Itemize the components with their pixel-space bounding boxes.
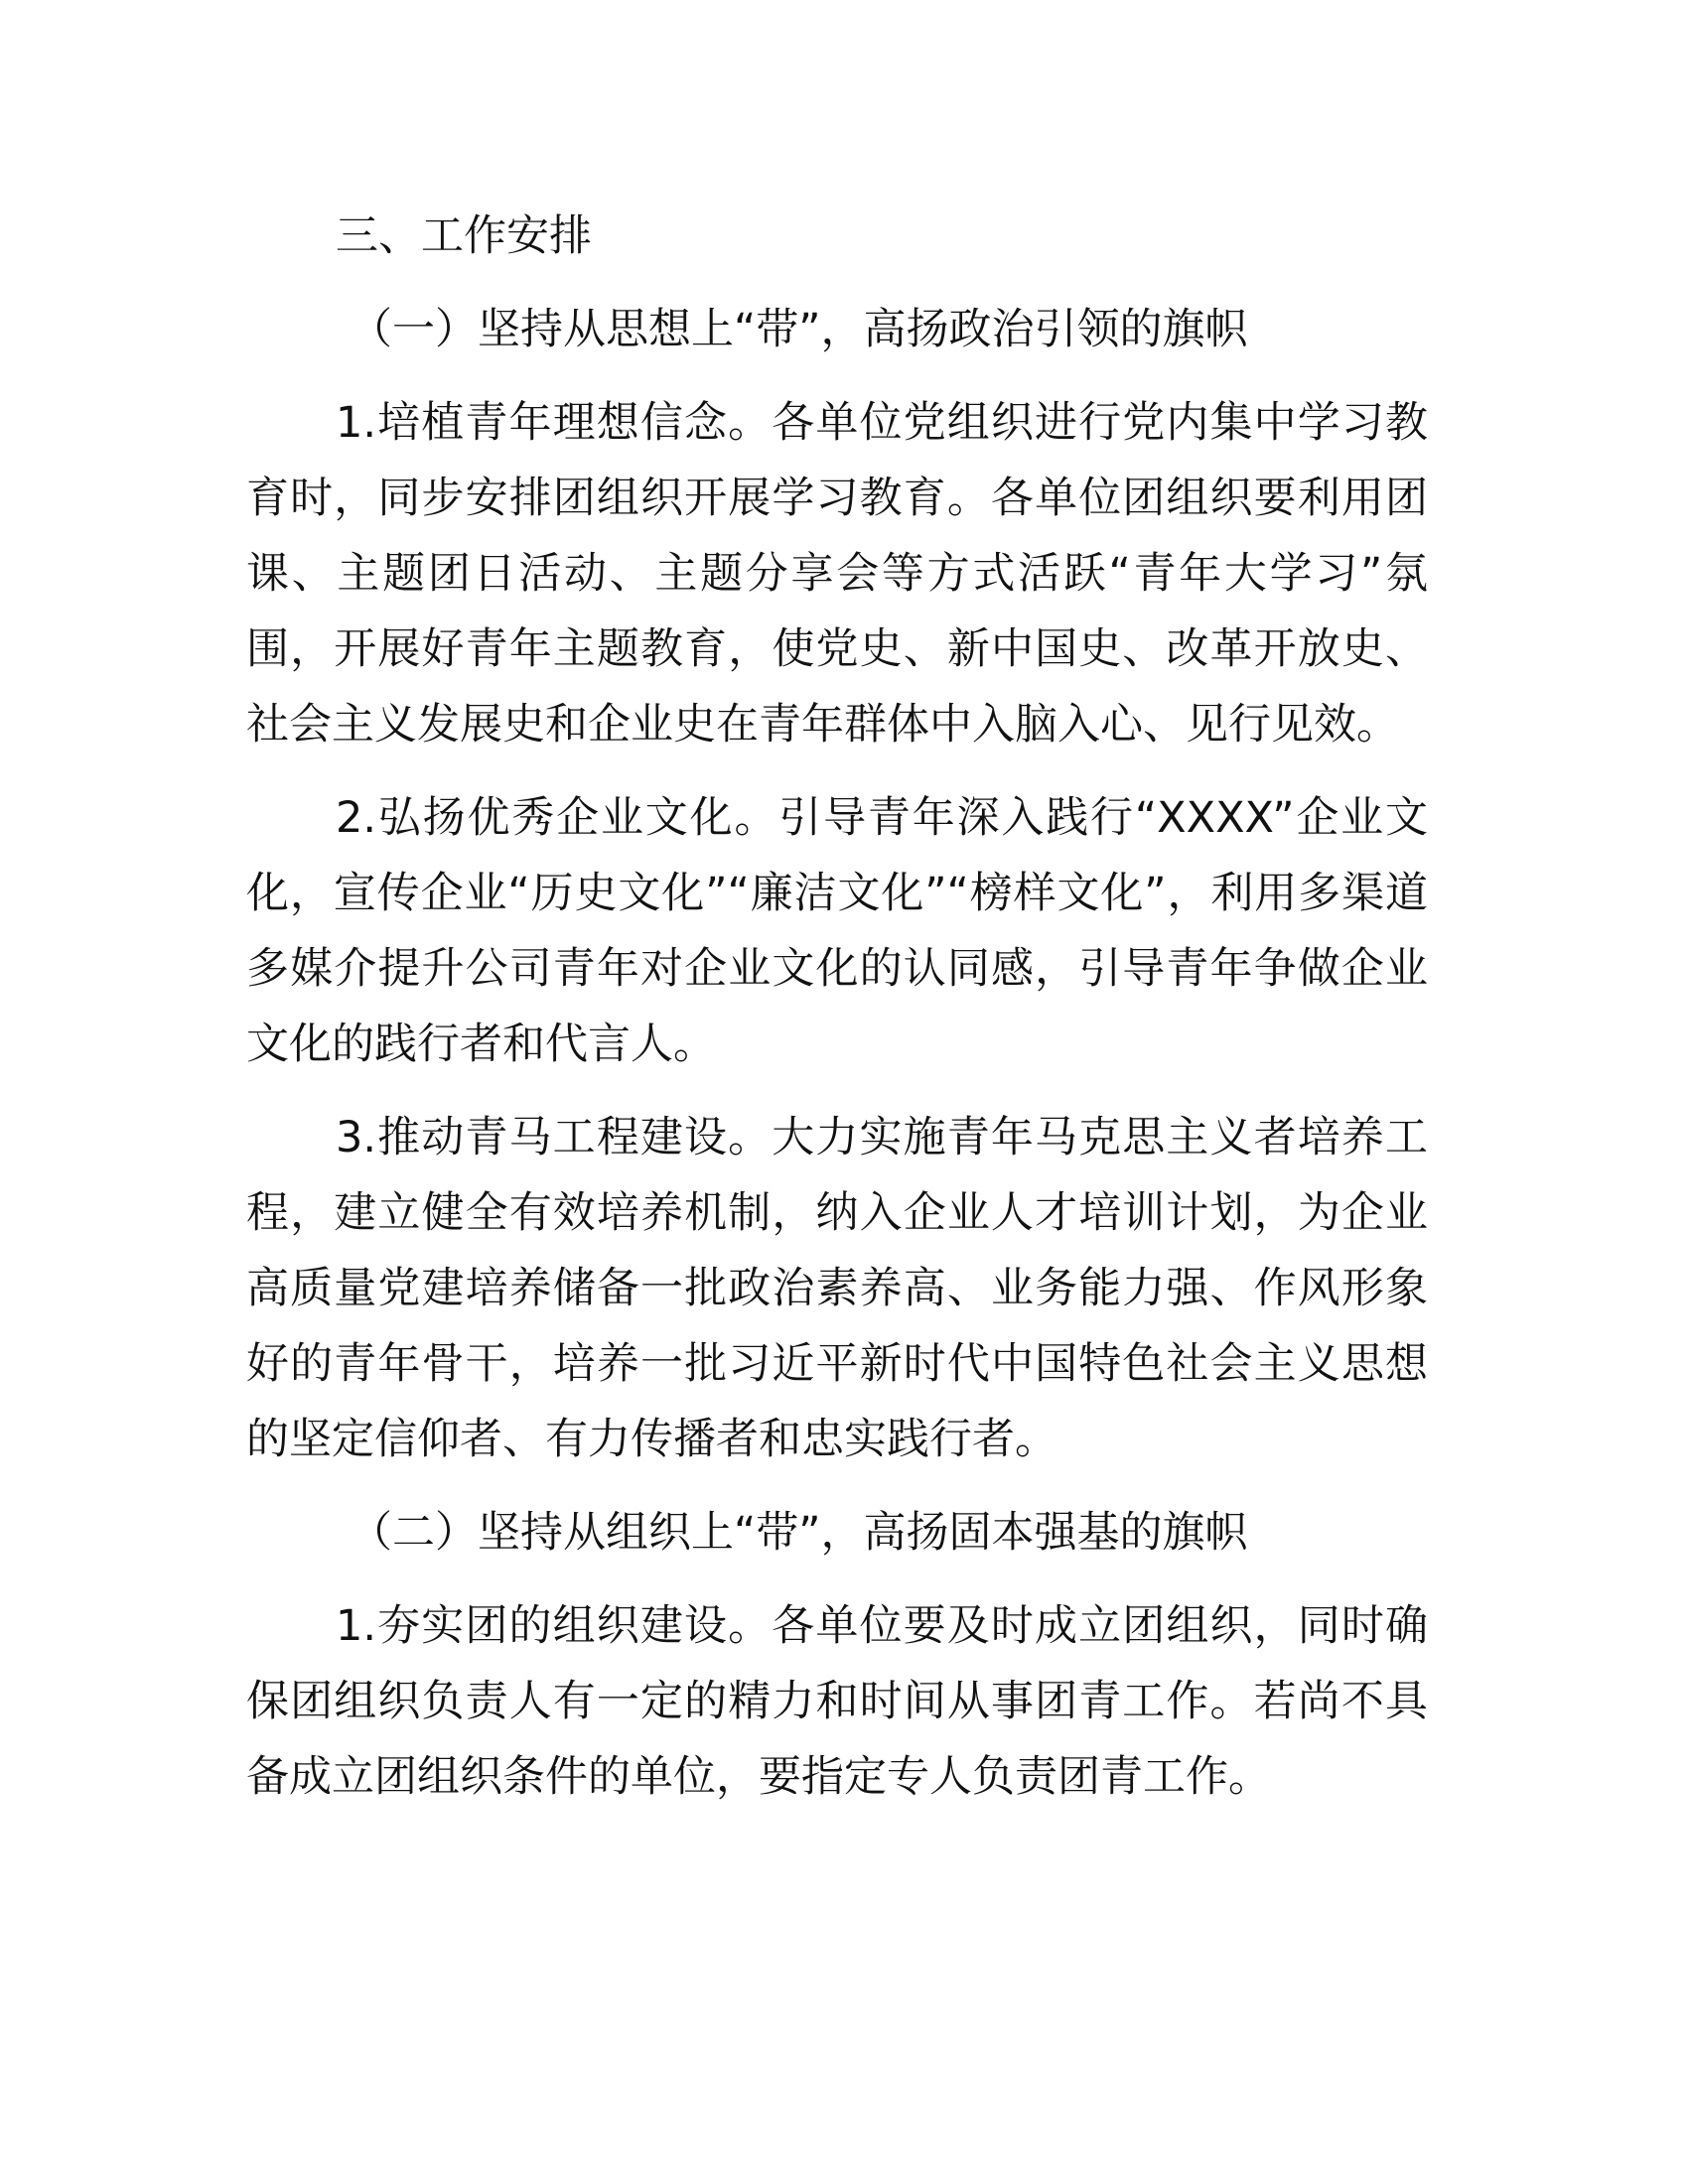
paragraph-1-3: 3.推动青马工程建设。大力实施青年马克思主义者培养工程，建立健全有效培养机制，纳入企业人才培训计划，为企业高质量党建培养储备一批政治素养高、业务能力强、作风形象好的青年骨干，培养一批习近平新时代中国特色社会主义思想的坚定信仰者、有力传播者和忠实践行者。: [246, 1113, 1428, 1464]
paragraph-2-1: 1.夯实团的组织建设。各单位要及时成立团组织，同时确保团组织负责人有一定的精力和时间从事团青工作。若尚不具备成立团组织条件的单位，要指定专人负责团青工作。: [246, 1601, 1428, 1802]
paragraph-1-2: 2.弘扬优秀企业文化。引导青年深入践行“XXXX”企业文化，宣传企业“历史文化”“廉洁文化”“榜样文化”，利用多渠道多媒介提升公司青年对企业文化的认同感，引导青年争做企业文化的践行者和代言人。: [246, 793, 1428, 1069]
subsection-heading-2: （二）坚持从组织上“带”，高扬固本强基的旗帜: [350, 1508, 1248, 1558]
paragraph-1-1: 1.培植青年理想信念。各单位党组织进行党内集中学习教育时，同步安排团组织开展学习教育。各单位团组织要利用团课、主题团日活动、主题分享会等方式活跃“青年大学习”氛围，开展好青年主题教育，使党史、新中国史、改革开放史、社会主义发展史和企业史在青年群体中入脑入心、见行见效。: [246, 398, 1428, 750]
subsection-heading-1: （一）坚持从思想上“带”，高扬政治引领的旗帜: [350, 305, 1248, 354]
section-heading: 三、工作安排: [336, 211, 592, 261]
document-body: [246, 199, 1428, 1833]
